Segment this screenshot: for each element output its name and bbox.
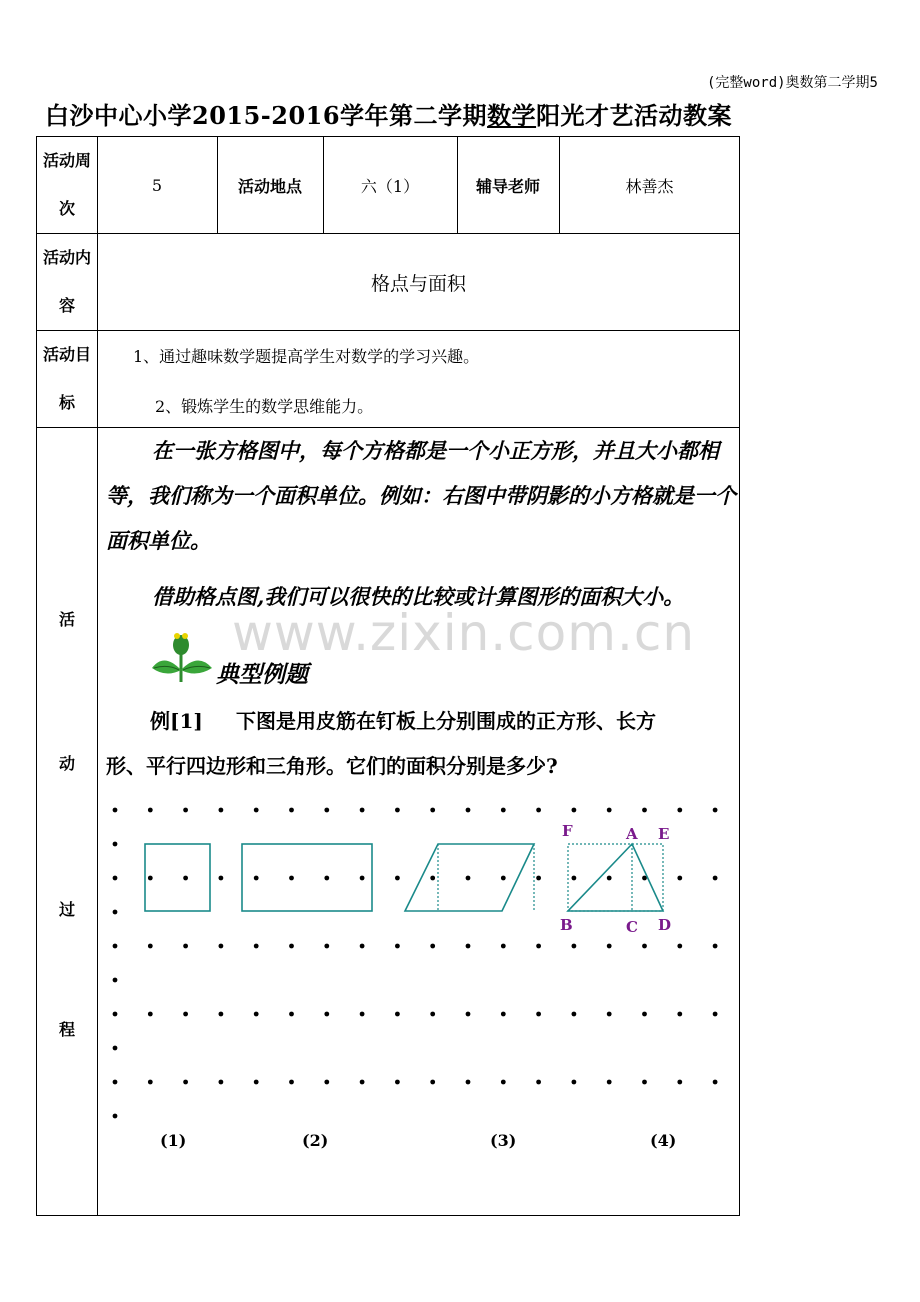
grid-dot [148, 876, 153, 881]
grid-dot [183, 1080, 188, 1085]
grid-dot [113, 1080, 118, 1085]
grid-dot [607, 876, 612, 881]
grid-dot [219, 944, 224, 949]
grid-dot [254, 944, 259, 949]
example-text-line1: 下图是用皮筋在钉板上分别围成的正方形、长方 [236, 709, 656, 733]
flower-icon [150, 630, 216, 686]
grid-dot [572, 876, 577, 881]
grid-dot [395, 808, 400, 813]
grid-dot [713, 1080, 718, 1085]
grid-dot [219, 876, 224, 881]
grid-dot [254, 1080, 259, 1085]
document-title [45, 96, 732, 131]
triangle-bounding-box [568, 844, 663, 911]
intro-paragraph: 在一张方格图中，每个方格都是一个小正方形，并且大小都相等，我们称为一个面积单位。例如：右图中带阴影的小方格就是一个面积单位。 [106, 438, 736, 553]
point-label-f: F [562, 822, 573, 840]
point-label-e: E [658, 825, 670, 843]
grid-dot [466, 1080, 471, 1085]
grid-dot [254, 1012, 259, 1017]
grid-dot [466, 808, 471, 813]
grid-dot [360, 1080, 365, 1085]
grid-dot [536, 944, 541, 949]
content-label: 活动内容 [42, 248, 91, 315]
point-label-b: B [560, 916, 573, 934]
grid-dot [501, 944, 506, 949]
grid-dot [642, 1012, 647, 1017]
process-label-char: 程 [58, 1020, 75, 1039]
triangle-shape [568, 844, 663, 911]
point-label-a: A [626, 825, 638, 843]
goal-label: 活动目标 [42, 345, 91, 412]
grid-paragraph: 借助格点图,我们可以很快的比较或计算图形的面积大小。 [152, 584, 685, 609]
section-title: 典型例题 [216, 661, 308, 688]
grid-dot [713, 1012, 718, 1017]
grid-dot [289, 1012, 294, 1017]
grid-dot [501, 808, 506, 813]
process-label-char: 过 [58, 900, 75, 919]
process-label-char: 动 [58, 754, 75, 773]
grid-dot [183, 944, 188, 949]
goal-1: 1、通过趣味数学题提高学生对数学的学习兴趣。 [133, 347, 480, 366]
grid-dot [289, 876, 294, 881]
grid-dot [395, 1080, 400, 1085]
grid-dot [536, 808, 541, 813]
grid-dot [572, 944, 577, 949]
grid-dot [677, 944, 682, 949]
grid-dot [360, 808, 365, 813]
title-underlined: 数学 [487, 101, 537, 130]
grid-dot [360, 944, 365, 949]
grid-dot [430, 1012, 435, 1017]
teacher-label: 辅导老师 [475, 176, 540, 196]
grid-dot [501, 1012, 506, 1017]
grid-dot [677, 876, 682, 881]
grid-dot [113, 842, 118, 847]
grid-dot [642, 944, 647, 949]
grid-dot [324, 944, 329, 949]
grid-dot [324, 1012, 329, 1017]
grid-dot [254, 808, 259, 813]
grid-dot [677, 1080, 682, 1085]
example-text-line2: 形、平行四边形和三角形。它们的面积分别是多少? [106, 754, 558, 778]
grid-dot [642, 808, 647, 813]
grid-dot [395, 876, 400, 881]
place-value: 六（1） [360, 176, 420, 196]
grid-dot [466, 876, 471, 881]
grid-dot [254, 876, 259, 881]
grid-dot [607, 1012, 612, 1017]
week-label: 活动周次 [42, 151, 91, 218]
content-value: 格点与面积 [370, 272, 466, 295]
grid-dot [324, 876, 329, 881]
grid-dot [113, 1114, 118, 1119]
grid-dot [360, 1012, 365, 1017]
grid-dot [113, 876, 118, 881]
grid-dot [677, 1012, 682, 1017]
grid-dot [219, 808, 224, 813]
goal-2: 2、锻炼学生的数学思维能力。 [155, 397, 374, 416]
caption-2: (2) [302, 1131, 329, 1150]
point-label-d: D [658, 916, 672, 934]
caption-4: (4) [650, 1131, 677, 1150]
grid-dot [113, 808, 118, 813]
grid-dot [607, 808, 612, 813]
grid-dot [572, 808, 577, 813]
grid-dot [607, 1080, 612, 1085]
grid-dot [148, 1012, 153, 1017]
grid-dot [607, 944, 612, 949]
place-label: 活动地点 [237, 176, 302, 196]
grid-dot [536, 876, 541, 881]
grid-dot [501, 876, 506, 881]
grid-dot [395, 1012, 400, 1017]
square-shape [145, 844, 210, 911]
grid-dot [219, 1080, 224, 1085]
watermark: www.zixin.com.cn [232, 604, 696, 662]
caption-3: (3) [490, 1131, 517, 1150]
grid-dot [113, 1012, 118, 1017]
grid-dot [289, 944, 294, 949]
grid-dot [430, 876, 435, 881]
grid-dot [183, 808, 188, 813]
grid-dot [677, 808, 682, 813]
grid-dot [183, 876, 188, 881]
grid-dot [713, 808, 718, 813]
grid-dot [289, 1080, 294, 1085]
grid-dot [572, 1080, 577, 1085]
week-value: 5 [151, 175, 163, 195]
title-suffix: 阳光才艺活动教案 [536, 101, 733, 130]
grid-dot [430, 944, 435, 949]
grid-dot [113, 910, 118, 915]
grid-dot [430, 1080, 435, 1085]
grid-dot [466, 1012, 471, 1017]
geoboard-figure [96, 790, 736, 1130]
caption-1: (1) [160, 1131, 187, 1150]
grid-dot [148, 944, 153, 949]
grid-dot [183, 1012, 188, 1017]
rectangle-shape [242, 844, 372, 911]
page-header: (完整word)奥数第二学期5 [706, 75, 878, 91]
grid-dot [148, 1080, 153, 1085]
grid-dot [395, 944, 400, 949]
grid-dot [536, 1012, 541, 1017]
grid-dot [219, 1012, 224, 1017]
teacher-value: 林善杰 [625, 176, 674, 196]
row-divider [37, 330, 740, 331]
grid-dot [713, 944, 718, 949]
grid-dot [713, 876, 718, 881]
grid-dot [324, 1080, 329, 1085]
grid-dot [536, 1080, 541, 1085]
example-label: 例[1] [150, 709, 203, 733]
point-label-c: C [626, 918, 638, 936]
grid-dot [360, 876, 365, 881]
grid-dot [113, 1046, 118, 1051]
grid-dot [501, 1080, 506, 1085]
grid-dot [324, 808, 329, 813]
grid-dot [113, 944, 118, 949]
grid-dot [113, 978, 118, 983]
process-label-char: 活 [58, 610, 75, 629]
grid-dot [642, 1080, 647, 1085]
grid-dot [572, 1012, 577, 1017]
title-prefix: 白沙中心小学2015-2016学年第二学期 [45, 101, 488, 130]
grid-dot [466, 944, 471, 949]
grid-dot [289, 808, 294, 813]
grid-dot [430, 808, 435, 813]
grid-dot [148, 808, 153, 813]
